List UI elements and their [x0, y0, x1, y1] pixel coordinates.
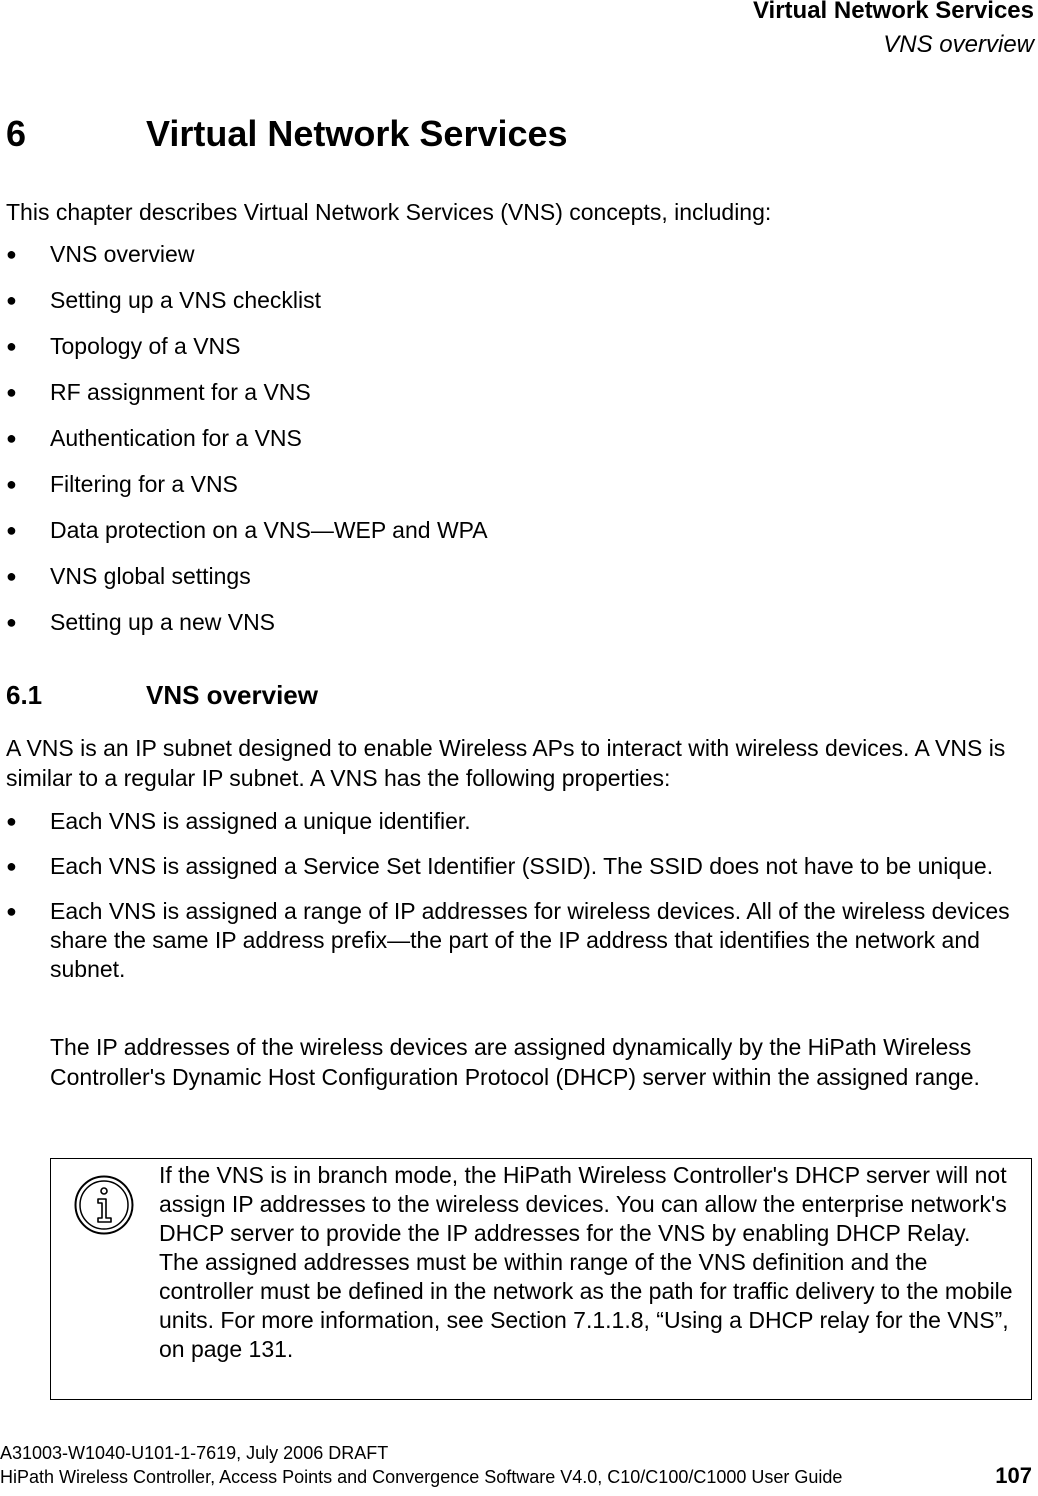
list-item: ● RF assignment for a VNS: [6, 379, 311, 405]
list-item: ● Data protection on a VNS—WEP and WPA: [6, 517, 488, 543]
list-item: ● Authentication for a VNS: [6, 425, 302, 451]
list-item: ● Setting up a VNS checklist: [6, 287, 322, 313]
bullet-icon: ●: [6, 290, 17, 310]
info-icon: [73, 1174, 135, 1236]
footer-product: HiPath Wireless Controller, Access Points and Convergence Software V4.0, C10/C100/C1000 User Guide: [0, 1467, 843, 1487]
vns-properties-list: [0, 807, 1030, 1000]
page-number: 107: [995, 1463, 1032, 1488]
bullet-icon: ●: [6, 474, 17, 494]
note-line-1: If the VNS is in branch mode, the HiPath Wireless Controller's DHCP server will not assign IP addresses to the wireless devices. You can allow the enterprise network's DHCP server to provide the IP addresses for the VNS by enabling DHCP Relay.: [159, 1162, 1007, 1246]
list-item: ● Each VNS is assigned a Service Set Identifier (SSID). The SSID does not have to be unique.: [6, 853, 994, 879]
section-paragraph: A VNS is an IP subnet designed to enable Wireless APs to interact with wireless devices. A VNS is similar to a regular IP subnet. A VNS has the following properties:: [6, 735, 1006, 791]
bullet-icon: ●: [6, 428, 17, 448]
chapter-intro: This chapter describes Virtual Network Services (VNS) concepts, including:: [6, 199, 772, 225]
list-item: ● Filtering for a VNS: [6, 471, 238, 497]
note-box: [50, 1158, 1032, 1400]
section-heading: [6, 678, 318, 712]
bullet-icon: ●: [6, 382, 17, 402]
chapter-topic-list: [0, 239, 1030, 653]
bullet-icon: ●: [6, 566, 17, 586]
list-item: ● VNS overview: [6, 241, 195, 267]
section-title: VNS overview: [146, 680, 318, 710]
chapter-number: 6: [6, 113, 27, 154]
section-number: 6.1: [6, 680, 43, 710]
ip-address-paragraph: The IP addresses of the wireless devices are assigned dynamically by the HiPath Wireless Controller's Dynamic Host Configuration Protocol (DHCP) server within the assigned range.: [50, 1034, 980, 1090]
bullet-icon: ●: [6, 336, 17, 356]
bullet-icon: ●: [6, 244, 17, 264]
chapter-heading: [6, 112, 568, 156]
running-header-title: Virtual Network Services: [752, 0, 1034, 24]
bullet-icon: ●: [6, 901, 17, 921]
bullet-icon: ●: [6, 520, 17, 540]
footer-doc-id: A31003-W1040-U101-1-7619, July 2006 DRAFT: [0, 1443, 389, 1463]
chapter-title: Virtual Network Services: [146, 113, 568, 154]
list-item: ● Each VNS is assigned a unique identifier.: [6, 808, 471, 834]
list-item: ● Setting up a new VNS: [6, 609, 276, 635]
bullet-icon: ●: [6, 811, 17, 831]
bullet-icon: ●: [6, 856, 17, 876]
list-item: ● Topology of a VNS: [6, 333, 241, 359]
note-line-2: The assigned addresses must be within range of the VNS definition and the controller must be defined in the network as the path for traffic delivery to the mobile units. For more information, see Section 7.1.1.8, “Using a DHCP relay for the VNS”, on page 131.: [159, 1249, 1013, 1362]
list-item: ● VNS global settings: [6, 563, 251, 589]
note-text: [159, 1161, 1027, 1364]
list-item: ● Each VNS is assigned a range of IP addresses for wireless devices. All of the wireless devices share the same IP address prefix—the part of the IP address that identifies the network and subnet.: [6, 898, 1010, 982]
running-header-subtitle: VNS overview: [883, 31, 1034, 58]
bullet-icon: ●: [6, 612, 17, 632]
